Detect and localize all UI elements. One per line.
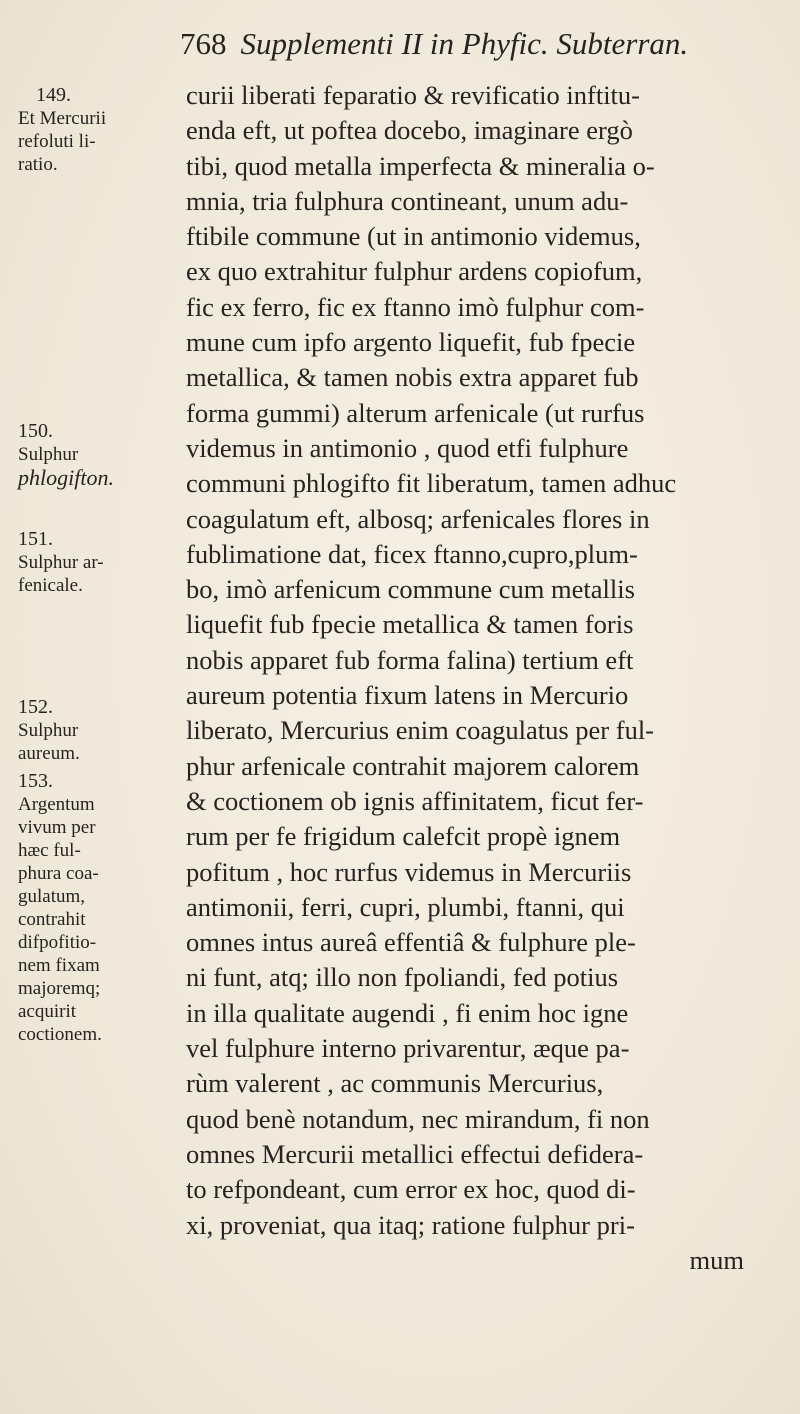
margin-note-line: Sulphur — [18, 720, 79, 741]
margin-note-line: Et Mercurii — [18, 108, 107, 129]
page-number: 768 — [180, 26, 227, 61]
margin-note-line: ratio. — [18, 154, 58, 175]
text-line: curii liberati feparatio & revificatio inftitu- — [186, 80, 640, 110]
text-line: mune cum ipfo argento liquefit, fub fpecie — [186, 327, 636, 358]
margin-note-line: phlogifton. — [18, 465, 114, 490]
margin-note-151 — [18, 528, 178, 597]
text-line: xi, proveniat, qua itaq; ratione fulphur pri- — [186, 1209, 635, 1240]
text-line: ex quo extrahitur fulphur ardens copiofum, — [186, 256, 643, 287]
text-line: ftibile commune (ut in antimonio videmus, — [186, 221, 641, 252]
margin-note-149 — [18, 84, 178, 176]
text-line: quod benè notandum, nec mirandum, fi non — [186, 1103, 650, 1134]
text-line: fublimatione dat, ficex ftanno,cupro,plum- — [186, 538, 638, 569]
text-line: fic ex ferro, fic ex ftanno imò fulphur com- — [186, 291, 645, 322]
text-line: tibi, quod metalla imperfecta & mineralia o- — [186, 150, 655, 181]
margin-note-line: aureum. — [18, 743, 80, 764]
text-line: phur arfenicale contrahit majorem calorem — [186, 750, 640, 781]
text-line: communi phlogifto fit liberatum, tamen adhuc — [186, 468, 677, 499]
text-line: omnes Mercurii metallici effectui defidera- — [186, 1138, 644, 1169]
text-line: ni funt, atq; illo non fpoliandi, fed potius — [186, 962, 619, 993]
margin-note-line: hæc ful- — [18, 840, 81, 861]
text-line: pofitum , hoc rurfus videmus in Mercuriis — [186, 856, 632, 887]
text-line: vel fulphure interno privarentur, æque pa- — [186, 1033, 630, 1064]
main-text-column — [186, 78, 786, 1278]
text-line: aureum potentia fixum latens in Mercurio — [186, 680, 629, 711]
text-line: in illa qualitate augendi , fi enim hoc igne — [186, 997, 629, 1028]
margin-note-line: vivum per — [18, 817, 96, 838]
margin-note-number: 152. — [18, 696, 53, 718]
margin-note-number: 153. — [18, 770, 53, 792]
margin-note-number: 149. — [36, 84, 71, 106]
margin-note-line: contrahit — [18, 909, 86, 930]
text-line-final: mum — [689, 1244, 744, 1275]
text-line: antimonii, ferri, cupri, plumbi, ftanni, qui — [186, 891, 625, 922]
text-line: coagulatum eft, albosq; arfenicales flores in — [186, 503, 650, 534]
margin-note-line: acquirit — [18, 1001, 77, 1022]
text-line: & coctionem ob ignis affinitatem, ficut fer- — [186, 785, 644, 816]
text-line: bo, imò arfenicum commune cum metallis — [186, 574, 635, 605]
text-line: rum per fe frigidum calefcit propè ignem — [186, 821, 621, 852]
text-line: mnia, tria fulphura contineant, unum adu- — [186, 185, 629, 216]
margin-note-line: phura coa- — [18, 863, 99, 884]
margin-note-line: majoremq; — [18, 978, 101, 999]
running-title: Supplementi II in Phyfic. Subterran. — [240, 26, 689, 61]
margin-note-line: Sulphur ar- — [18, 552, 104, 573]
text-line: rùm valerent , ac communis Mercurius, — [186, 1068, 604, 1099]
text-line: nobis apparet fub forma falina) tertium eft — [186, 644, 634, 675]
running-header — [180, 18, 780, 70]
margin-note-line: Sulphur — [18, 444, 79, 465]
margin-note-line: difpofitio- — [18, 932, 97, 953]
text-line: liberato, Mercurius enim coagulatus per ful- — [186, 715, 655, 746]
text-line: metallica, & tamen nobis extra apparet fub — [186, 362, 639, 393]
margin-note-line: coctionem. — [18, 1024, 102, 1045]
text-line: omnes intus aureâ effentiâ & fulphure ple- — [186, 927, 636, 958]
margin-note-number: 150. — [18, 420, 53, 442]
text-line: enda eft, ut poftea docebo, imaginare ergò — [186, 115, 633, 146]
text-line: liquefit fub fpecie metallica & tamen foris — [186, 609, 634, 640]
text-line: forma gummi) alterum arfenicale (ut rurfus — [186, 397, 645, 428]
margin-note-line: refoluti li- — [18, 131, 96, 152]
text-line: videmus in antimonio , quod etfi fulphure — [186, 432, 629, 463]
margin-note-line: Argentum — [18, 794, 95, 815]
margin-note-line: fenicale. — [18, 575, 83, 596]
margin-note-number: 151. — [18, 528, 53, 550]
margin-note-line: gulatum, — [18, 886, 86, 907]
margin-note-153 — [18, 770, 178, 1046]
margin-note-line: nem fixam — [18, 955, 100, 976]
text-line: to refpondeant, cum error ex hoc, quod di- — [186, 1174, 636, 1205]
margin-note-150 — [18, 420, 178, 489]
margin-note-152 — [18, 696, 178, 765]
